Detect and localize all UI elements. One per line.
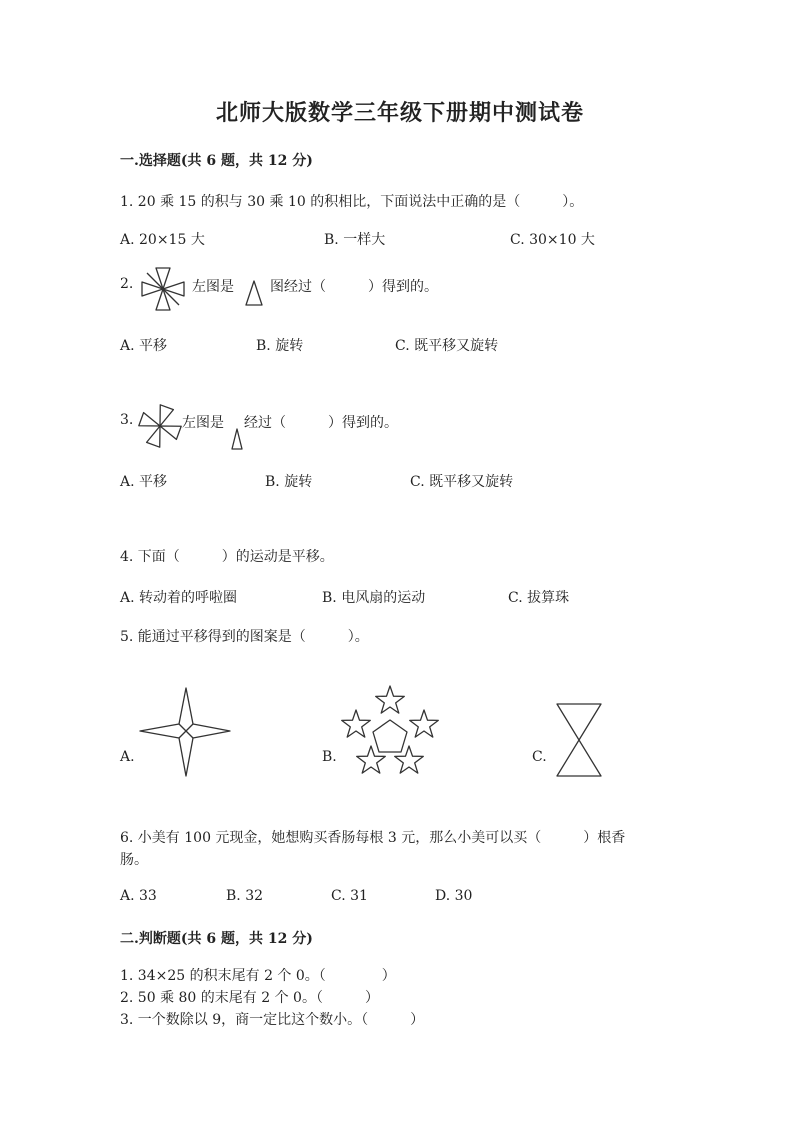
q6-option-b: B. 32 xyxy=(226,888,264,904)
q3-option-b: B. 旋转 xyxy=(265,474,313,490)
section-heading-choice: 一.选择题(共 6 题，共 12 分) xyxy=(120,153,313,169)
question-3-text-left: 左图是 xyxy=(182,415,224,431)
q2-option-b: B. 旋转 xyxy=(256,338,304,354)
judgement-item-3: 3. 一个数除以 9，商一定比这个数小。（ ） xyxy=(120,1012,425,1028)
q1-option-c: C. 30×10 大 xyxy=(510,232,595,248)
q4-option-c: C. 拔算珠 xyxy=(508,590,570,606)
q3-option-c: C. 既平移又旋转 xyxy=(410,474,514,490)
four-point-star-figure xyxy=(138,686,232,778)
q6-option-c: C. 31 xyxy=(331,888,368,904)
question-6-stem-line1: 6. 小美有 100 元现金，她想购买香肠每根 3 元，那么小美可以买（ ）根香 xyxy=(120,830,626,846)
pinwheel-figure-q3 xyxy=(138,404,182,448)
section-heading-judgement: 二.判断题(共 6 题，共 12 分) xyxy=(120,931,313,947)
judgement-item-2: 2. 50 乘 80 的末尾有 2 个 0。（ ） xyxy=(120,990,379,1006)
pinwheel-figure-q2 xyxy=(140,266,186,312)
q5-option-a-label: A. xyxy=(120,749,135,765)
q6-option-a: A. 33 xyxy=(120,888,157,904)
judgement-item-1: 1. 34×25 的积末尾有 2 个 0。（ ） xyxy=(120,968,396,984)
q5-option-b-label: B. xyxy=(322,749,337,765)
q2-option-a: A. 平移 xyxy=(120,338,168,354)
question-3-text-right: 经过（ ）得到的。 xyxy=(244,415,398,431)
q3-option-a: A. 平移 xyxy=(120,474,168,490)
q6-option-d: D. 30 xyxy=(435,888,473,904)
question-2-text-right: 图经过（ ）得到的。 xyxy=(270,279,438,295)
question-4-stem: 4. 下面（ ）的运动是平移。 xyxy=(120,549,334,565)
question-5-stem: 5. 能通过平移得到的图案是（ ）。 xyxy=(120,629,369,645)
q1-option-b: B. 一样大 xyxy=(324,232,386,248)
q2-option-c: C. 既平移又旋转 xyxy=(395,338,499,354)
q5-option-c-label: C. xyxy=(532,749,547,765)
q4-option-b: B. 电风扇的运动 xyxy=(322,590,426,606)
triangle-figure-q3 xyxy=(230,428,244,450)
question-6-stem-line2: 肠。 xyxy=(120,852,148,868)
question-2-text-left: 左图是 xyxy=(192,279,234,295)
question-2-number: 2. xyxy=(120,276,134,292)
hourglass-figure xyxy=(555,702,603,778)
triangle-figure-q2 xyxy=(244,280,264,306)
q4-option-a: A. 转动着的呼啦圈 xyxy=(120,590,238,606)
q1-option-a: A. 20×15 大 xyxy=(120,232,205,248)
question-3-number: 3. xyxy=(120,412,134,428)
five-stars-pentagon-figure xyxy=(338,682,442,780)
page-title: 北师大版数学三年级下册期中测试卷 xyxy=(215,100,584,126)
question-1-stem: 1. 20 乘 15 的积与 30 乘 10 的积相比，下面说法中正确的是（ ）。 xyxy=(120,194,584,210)
